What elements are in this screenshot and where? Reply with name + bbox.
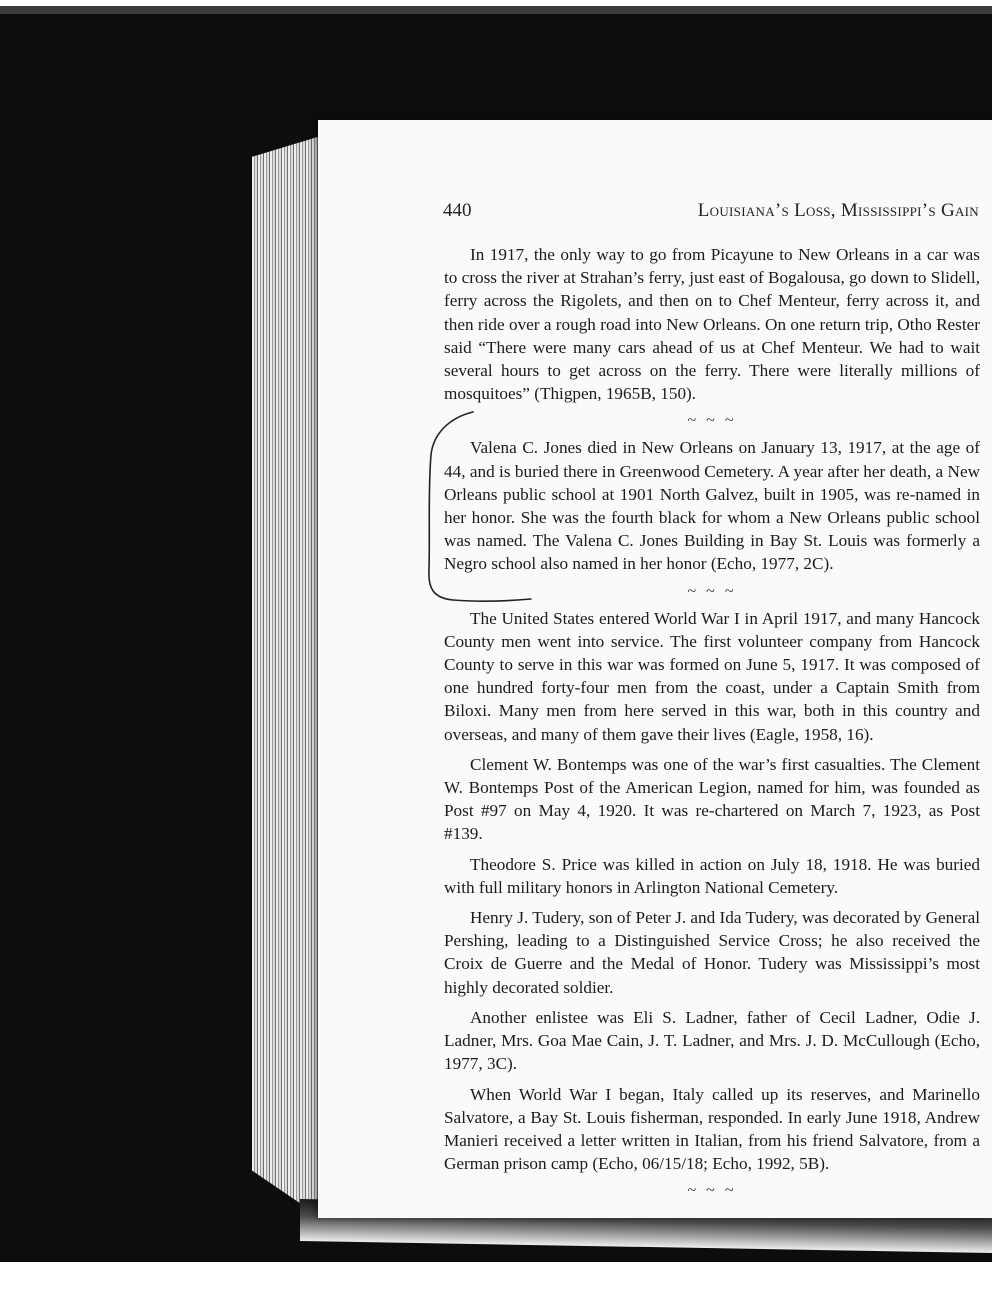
page-number: 440 xyxy=(443,200,472,221)
scan-bottom-edge xyxy=(0,1262,992,1292)
body-text xyxy=(444,243,980,1206)
paragraph-tudery: Henry J. Tudery, son of Peter J. and Ida Tudery, was decorated by General Pershing, leading to a Distinguished Service Cross; he also received the Croix de Guerre and the Medal of Honor. Tudery was Mississippi’s most highly decorated soldier. xyxy=(444,908,980,997)
paragraph-world-war: The United States entered World War I in April 1917, and many Hancock County men went into service. The first volunteer company from Hancock County to serve in this war was formed on June 5, 1917. It was composed of one hundred forty-four men from the coast, under a Captain Smith from Biloxi. Many men from here served in this war, both in this country and overseas, and many of them gave their lives (Eagle, 1958, 16). xyxy=(444,608,980,744)
paragraph-salvatore: When World War I began, Italy called up its reserves, and Marinello Salvatore, a Bay St. Louis fisherman, responded. In early June 1918, Andrew Manieri received a letter written in Italian, from his friend Salvatore, from a German prison camp (Echo, 06/15/18; Echo, 1992, 5B). xyxy=(444,1084,980,1174)
paragraph-valena-jones: Valena C. Jones died in New Orleans on January 13, 1917, at the age of 44, and is buried there in Greenwood Cemetery. A year after her death, a New Orleans public school at 1901 North Galvez, built in 1905, was re-named in her honor. She was the fourth black for whom a New Orleans public school was named. The Valena C. Jones Building in Bay St. Louis was formerly a Negro school also named in her honor (Echo, 1977, 2C). xyxy=(444,438,980,574)
section-separator: ~ ~ ~ xyxy=(687,582,737,600)
running-title: Louisiana’s Loss, Mississippi’s Gain xyxy=(697,200,979,221)
paragraph-ladner: Another enlistee was Eli S. Ladner, father of Cecil Ladner, Odie J. Ladner, Mrs. Goa Mae Cain, J. T. Ladner, and Mrs. J. D. McCullough (Echo, 1977, 3C). xyxy=(444,1007,980,1074)
paragraph-price: Theodore S. Price was killed in action on July 18, 1918. He was buried with full military honors in Arlington National Cemetery. xyxy=(444,854,980,897)
section-separator: ~ ~ ~ xyxy=(687,412,737,430)
section-separator: ~ ~ ~ xyxy=(687,1182,737,1200)
scan-top-edge xyxy=(0,0,992,14)
paragraph-ferry: In 1917, the only way to go from Picayune to New Orleans in a car was to cross the river at Strahan’s ferry, just east of Bogalousa, go down to Slidell, ferry across the Rigolets, and then on to Chef Menteur, ferry across it, and then ride over a rough road into New Orleans. On one return trip, Otho Rester said “There were many cars ahead of us at Chef Menteur. We had to wait several hours to get across on the ferry. There were literally millions of mosquitoes” (Thigpen, 1965B, 150). xyxy=(444,245,980,404)
paragraph-bontemps: Clement W. Bontemps was one of the war’s first casualties. The Clement W. Bontemps Post of the American Legion, named for him, was founded as Post #97 on May 4, 1920. It was re-chartered on March 7, 1923, as Post #139. xyxy=(444,754,980,844)
